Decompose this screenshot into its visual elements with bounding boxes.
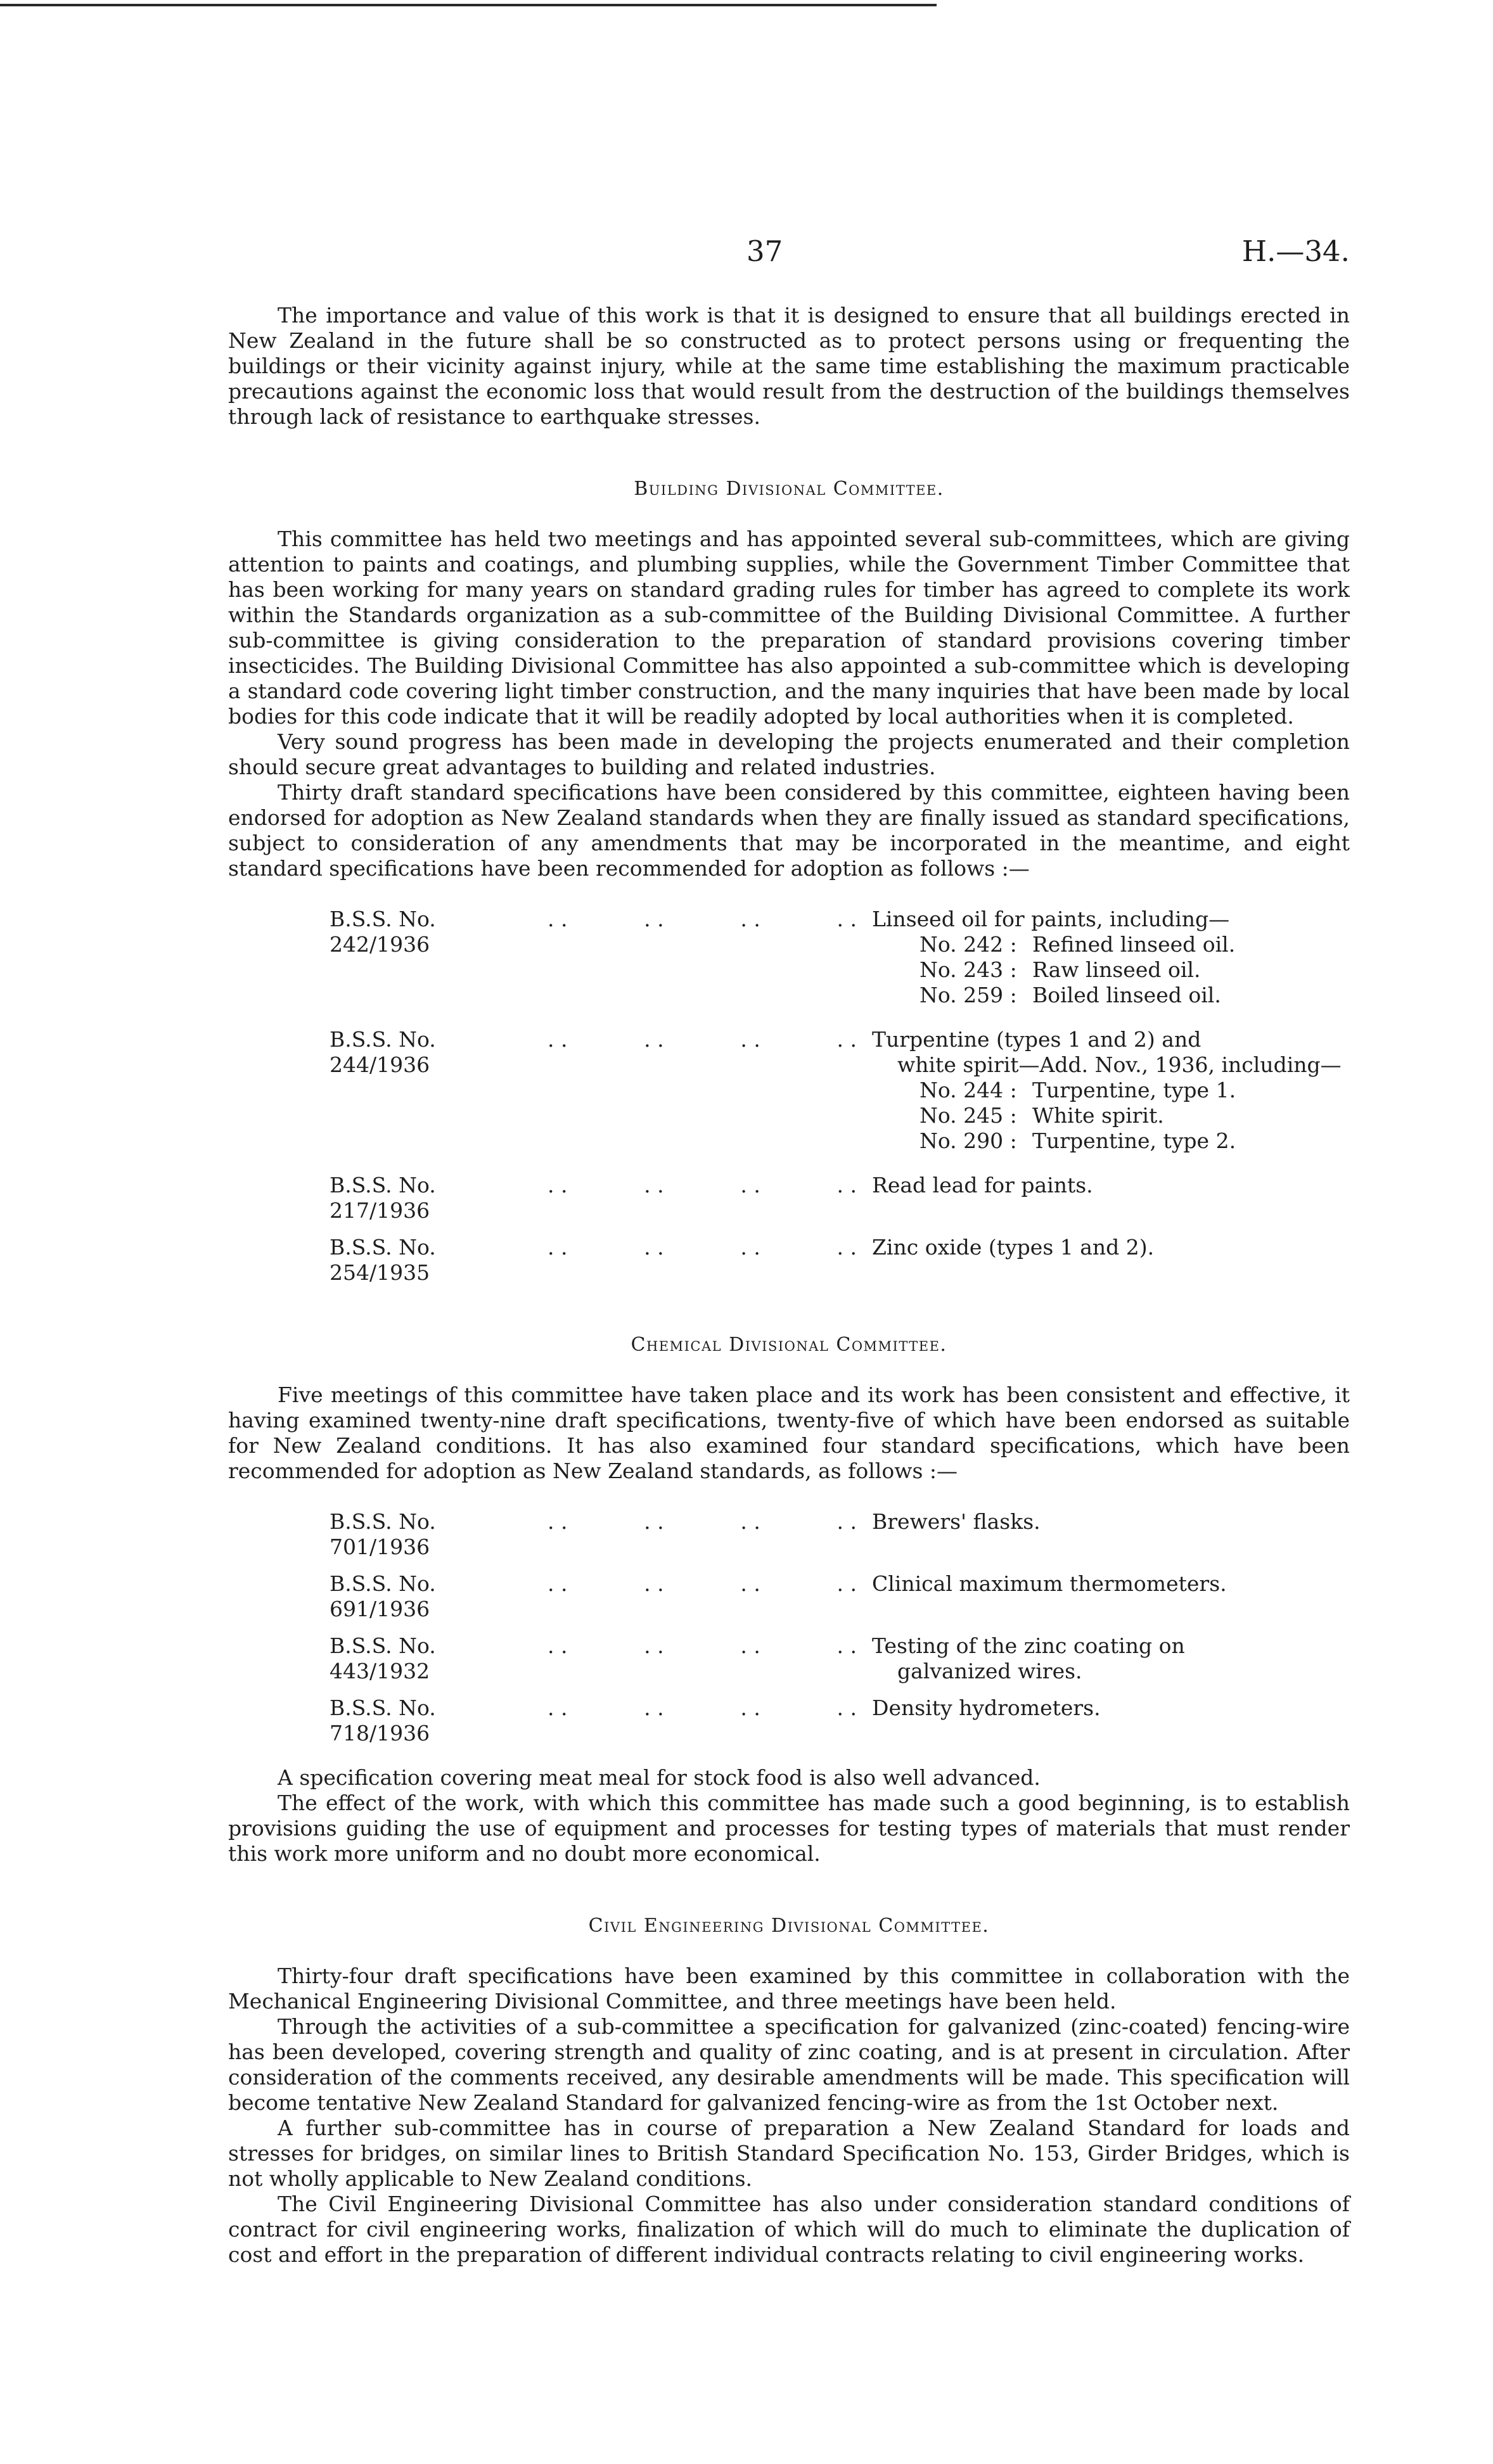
spec-description: Turpentine (types 1 and 2) and: [872, 1027, 1201, 1052]
building-spec-list: [228, 907, 1350, 1286]
chemical-spec-list: [228, 1509, 1350, 1746]
civil-paragraph-3: A further sub-committee has in course of preparation a New Zealand Standard for loads and stresses for bridges, on similar lines to British Standard Specification No. 153, Girder Bridges, which is not wholly applicable to New Zealand conditions.: [228, 2116, 1350, 2191]
spec-entry: [228, 1695, 1350, 1746]
sub-item-text: Turpentine, type 2.: [1032, 1128, 1236, 1153]
leader-dots: . . . . . . . .: [548, 1571, 857, 1596]
sub-item: [920, 957, 1350, 983]
spec-number: B.S.S. No. 242/1936: [330, 907, 436, 957]
spec-description-block: [872, 1633, 1350, 1684]
spec-entry: [228, 1571, 1350, 1622]
spec-description-continued: galvanized wires.: [897, 1659, 1082, 1683]
spec-description: Testing of the zinc coating on: [872, 1633, 1185, 1658]
spec-entry: [228, 1633, 1350, 1684]
civil-paragraph-1: Thirty-four draft specifications have been examined by this committee in collaboration with the Mechanical Engineering Divisional Committee, and three meetings have been held.: [228, 1963, 1350, 2014]
sub-item: [920, 1078, 1350, 1103]
spec-description-block: [872, 907, 1350, 1008]
building-paragraph-2: Very sound progress has been made in developing the projects enumerated and their completion should secure great advantages to building and related industries.: [228, 729, 1350, 779]
spec-number: B.S.S. No. 244/1936: [330, 1027, 436, 1077]
building-paragraph-3: Thirty draft standard specifications have been considered by this committee, eighteen having been endorsed for adoption as New Zealand standards when they are finally issued as standard specifications, subject to consideration of any amendments that may be incorporated in the meantime, and eight standard specifications have been recommended for adoption as follows :—: [228, 780, 1350, 881]
sub-item-number: No. 243 :: [920, 957, 1017, 982]
spec-description: Linseed oil for paints, including—: [872, 907, 1230, 931]
document-reference: H.—34.: [1241, 234, 1350, 268]
spec-number: B.S.S. No. 217/1936: [330, 1173, 436, 1223]
spec-description: Brewers' flasks.: [872, 1509, 1041, 1534]
spec-number: B.S.S. No. 691/1936: [330, 1571, 436, 1621]
sub-item-text: Raw linseed oil.: [1032, 957, 1201, 982]
civil-committee-heading: Civil Engineering Divisional Committee.: [588, 1915, 990, 1937]
sub-item: [920, 1128, 1350, 1154]
sub-item-number: No. 245 :: [920, 1103, 1017, 1128]
leader-dots: . . . . . . . .: [548, 1173, 857, 1197]
civil-paragraph-2: Through the activities of a sub-committee a specification for galvanized (zinc-coated) fencing-wire has been developed, covering strength and quality of zinc coating, and is at present in circulation. After consideration of the comments received, any desirable amendments will be made. This specification will become tentative New Zealand Standard for galvanized fencing-wire as from the 1st October next.: [228, 2014, 1350, 2115]
chemical-after-paragraph-2: The effect of the work, with which this committee has made such a good beginning, is to establish provisions guiding the use of equipment and processes for testing types of materials that must render this work more uniform and no doubt more economical.: [228, 1791, 1350, 1866]
chemical-after-paragraph-1: A specification covering meat meal for stock food is also well advanced.: [278, 1765, 1041, 1790]
leader-dots: . . . . . . . .: [548, 1509, 857, 1534]
spec-number: B.S.S. No. 254/1935: [330, 1235, 436, 1285]
leader-dots: . . . . . . . .: [548, 1633, 857, 1658]
page-header: [228, 234, 1350, 272]
sub-item-text: White spirit.: [1032, 1103, 1164, 1128]
sub-item-list: [872, 1078, 1350, 1154]
sub-item: [920, 932, 1350, 957]
sub-item-number: No. 242 :: [920, 932, 1017, 957]
spec-description: Clinical maximum thermometers.: [872, 1571, 1227, 1596]
spec-description-block: [872, 1027, 1350, 1154]
spec-description: Zinc oxide (types 1 and 2).: [872, 1235, 1155, 1260]
document-page: [228, 234, 1350, 2268]
sub-item-text: Turpentine, type 1.: [1032, 1078, 1236, 1102]
top-rule: [0, 4, 937, 6]
sub-item-text: Boiled linseed oil.: [1032, 983, 1221, 1007]
leader-dots: . . . . . . . .: [548, 1235, 857, 1260]
leader-dots: . . . . . . . .: [548, 1027, 857, 1052]
leader-dots: . . . . . . . .: [548, 907, 857, 931]
spec-entry: [228, 907, 1350, 1008]
spec-description-continued: white spirit—Add. Nov., 1936, including—: [897, 1052, 1342, 1077]
chemical-committee-heading: Chemical Divisional Committee.: [631, 1334, 947, 1356]
spec-number: B.S.S. No. 443/1932: [330, 1633, 436, 1683]
page-number: 37: [746, 234, 783, 268]
sub-item-number: No. 244 :: [920, 1078, 1017, 1102]
spec-entry: [228, 1027, 1350, 1154]
spec-number: B.S.S. No. 718/1936: [330, 1695, 436, 1746]
sub-item-list: [872, 932, 1350, 1008]
spec-entry: [228, 1173, 1350, 1223]
spec-entry: [228, 1235, 1350, 1286]
spec-number: B.S.S. No. 701/1936: [330, 1509, 436, 1559]
sub-item-number: No. 290 :: [920, 1128, 1017, 1153]
leader-dots: . . . . . . . .: [548, 1695, 857, 1720]
spec-entry: [228, 1509, 1350, 1560]
civil-paragraph-4: The Civil Engineering Divisional Committee has also under consideration standard conditions of contract for civil engineering works, finalization of which will do much to eliminate the duplication of cost and effort in the preparation of different individual contracts relating to civil engineering works.: [228, 2192, 1350, 2267]
building-paragraph-1: This committee has held two meetings and has appointed several sub-committees, which are giving attention to paints and coatings, and plumbing supplies, while the Government Timber Committee that has been working for many years on standard grading rules for timber has agreed to complete its work within the Standards organization as a sub-committee of the Building Divisional Committee. A further sub-committee is giving consideration to the preparation of standard provisions covering timber insecticides. The Building Divisional Committee has also appointed a sub-committee which is developing a standard code covering light timber construction, and the many inquiries that have been made by local bodies for this code indicate that it will be readily adopted by local authorities when it is completed.: [228, 527, 1350, 729]
sub-item-text: Refined linseed oil.: [1032, 932, 1236, 957]
spec-description: Density hydrometers.: [872, 1695, 1101, 1720]
spec-description: Read lead for paints.: [872, 1173, 1093, 1197]
intro-paragraph: The importance and value of this work is that it is designed to ensure that all buildings erected in New Zealand in the future shall be so constructed as to protect persons using or frequenting the buildings or their vicinity against injury, while at the same time establishing the maximum practicable precautions against the economic loss that would result from the destruction of the buildings themselves through lack of resistance to earthquake stresses.: [228, 303, 1350, 429]
sub-item: [920, 1103, 1350, 1128]
sub-item-number: No. 259 :: [920, 983, 1017, 1007]
sub-item: [920, 983, 1350, 1008]
building-committee-heading: Building Divisional Committee.: [634, 478, 944, 500]
chemical-paragraph: Five meetings of this committee have taken place and its work has been consistent and effective, it having examined twenty-nine draft specifications, twenty-five of which have been endorsed as suitable for New Zealand conditions. It has also examined four standard specifications, which have been recommended for adoption as New Zealand standards, as follows :—: [228, 1382, 1350, 1483]
